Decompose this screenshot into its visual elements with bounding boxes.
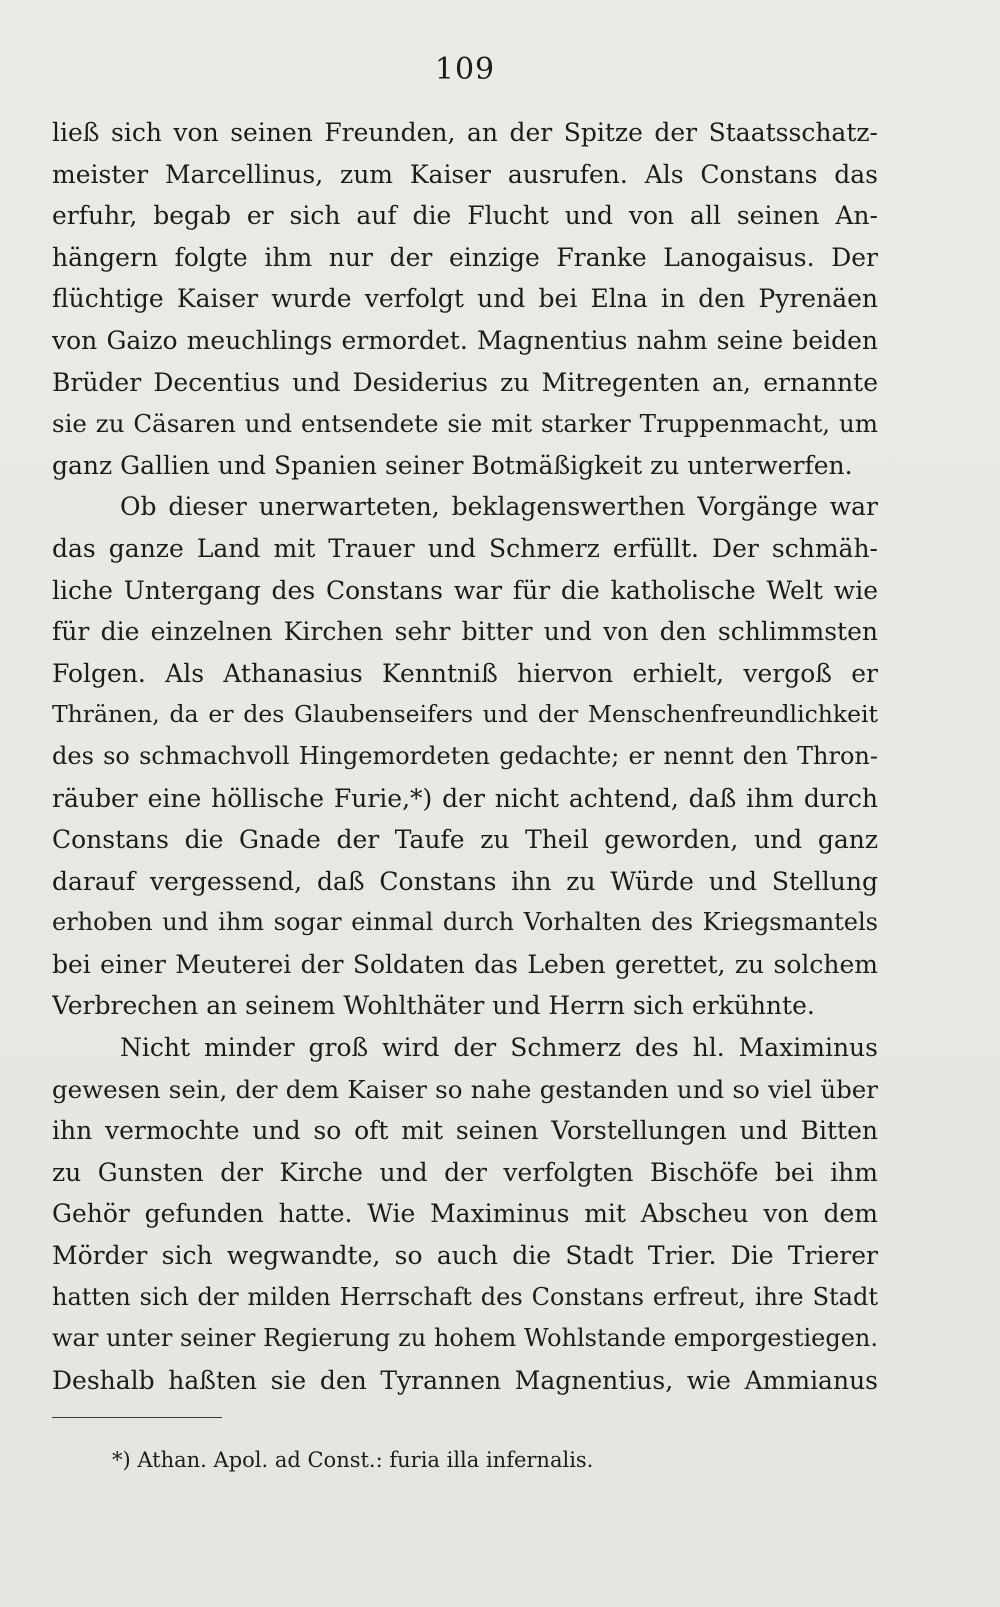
footnote-divider xyxy=(52,1417,222,1418)
text-line: hängern folgte ihm nur der einzige Franke Lanogaisus. Der xyxy=(52,242,878,272)
text-line: Folgen. Als Athanasius Kenntniß hiervon erhielt, vergoß er xyxy=(52,658,878,688)
body-text xyxy=(52,112,878,1401)
text-line: Ob dieser unerwarteten, beklagenswerthen Vorgänge war xyxy=(120,492,878,522)
text-line: für die einzelnen Kirchen sehr bitter und von den schlimmsten xyxy=(52,617,878,647)
text-line: war unter seiner Regierung zu hohem Wohlstande emporgestiegen. xyxy=(52,1324,878,1353)
text-line: Constans die Gnade der Taufe zu Theil geworden, und ganz xyxy=(52,825,878,855)
text-line: das ganze Land mit Trauer und Schmerz erfüllt. Der schmäh- xyxy=(52,533,878,563)
text-line: sie zu Cäsaren und entsendete sie mit starker Truppenmacht, um xyxy=(52,409,878,439)
text-line: liche Untergang des Constans war für die katholische Welt wie xyxy=(52,575,878,605)
text-line: bei einer Meuterei der Soldaten das Leben gerettet, zu solchem xyxy=(52,949,878,979)
text-line: ließ sich von seinen Freunden, an der Spitze der Staatsschatz- xyxy=(52,118,878,147)
text-line: zu Gunsten der Kirche und der verfolgten Bischöfe bei ihm xyxy=(52,1157,878,1187)
text-line: ganz Gallien und Spanien seiner Botmäßigkeit zu unterwerfen. xyxy=(52,450,853,480)
text-line: Deshalb haßten sie den Tyrannen Magnentius, wie Ammianus xyxy=(52,1365,878,1395)
text-line: flüchtige Kaiser wurde verfolgt und bei Elna in den Pyrenäen xyxy=(52,284,878,314)
text-line: erhoben und ihm sogar einmal durch Vorhalten des Kriegsmantels xyxy=(52,908,878,937)
text-line: Brüder Decentius und Desiderius zu Mitregenten an, ernannte xyxy=(52,367,878,397)
page-number: 109 xyxy=(434,52,496,87)
text-line: meister Marcellinus, zum Kaiser ausrufen. Als Constans das xyxy=(52,159,878,189)
text-line: Thränen, da er des Glaubenseifers und der Menschenfreundlichkeit xyxy=(52,700,878,729)
text-line: darauf vergessend, daß Constans ihn zu Würde und Stellung xyxy=(52,866,878,896)
text-line: Verbrechen an seinem Wohlthäter und Herrn sich erkühnte. xyxy=(52,991,815,1021)
text-line: Nicht minder groß wird der Schmerz des hl. Maximinus xyxy=(120,1033,878,1063)
text-line: räuber eine höllische Furie,*) der nicht achtend, daß ihm durch xyxy=(52,783,878,813)
text-line: Gehör gefunden hatte. Wie Maximinus mit Abscheu von dem xyxy=(52,1199,878,1229)
text-line: des so schmachvoll Hingemordeten gedachte; er nennt den Thron- xyxy=(52,741,878,770)
text-line: gewesen sein, der dem Kaiser so nahe gestanden und so viel über xyxy=(52,1074,878,1104)
footnote: *) Athan. Apol. ad Const.: furia illa infernalis. xyxy=(112,1448,594,1472)
text-line: von Gaizo meuchlings ermordet. Magnentius nahm seine beiden xyxy=(52,325,878,355)
text-line: ihn vermochte und so oft mit seinen Vorstellungen und Bitten xyxy=(52,1116,878,1146)
text-line: Mörder sich wegwandte, so auch die Stadt Trier. Die Trierer xyxy=(52,1241,878,1271)
text-line: erfuhr, begab er sich auf die Flucht und von all seinen An- xyxy=(52,201,878,231)
text-line: hatten sich der milden Herrschaft des Constans erfreut, ihre Stadt xyxy=(52,1282,878,1311)
